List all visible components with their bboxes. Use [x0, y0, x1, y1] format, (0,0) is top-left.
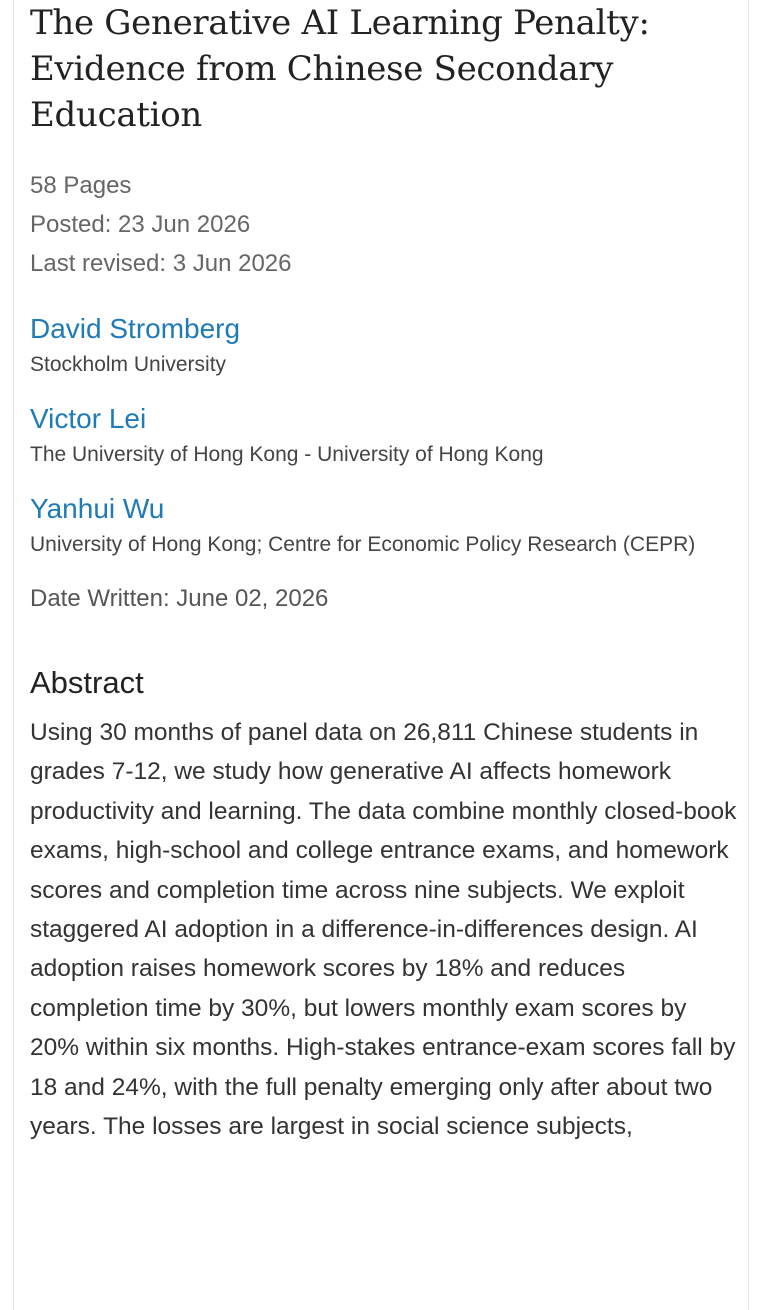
- page-count: 58 Pages: [30, 172, 132, 199]
- author-link[interactable]: Victor Lei: [30, 403, 147, 434]
- paper-content: [30, 0, 740, 1146]
- author-link[interactable]: David Stromberg: [30, 313, 241, 344]
- author-entry: [30, 311, 740, 383]
- author-affiliation: Stockholm University: [30, 353, 227, 376]
- author-link[interactable]: Yanhui Wu: [30, 493, 165, 524]
- author-affiliation: The University of Hong Kong - University of Hong Kong: [30, 443, 544, 466]
- posted-date: Posted: 23 Jun 2026: [30, 211, 251, 238]
- abstract-heading: Abstract: [30, 665, 144, 700]
- paper-title: The Generative AI Learning Penalty: Evidence from Chinese Secondary Education: [30, 3, 650, 135]
- paper-card: [13, 0, 749, 1310]
- last-revised-date: Last revised: 3 Jun 2026: [30, 250, 292, 277]
- author-affiliation: University of Hong Kong; Centre for Economic Policy Research (CEPR): [30, 533, 696, 556]
- abstract-text: Using 30 months of panel data on 26,811 Chinese students in grades 7-12, we study how generative AI affects homework productivity and learning. The data combine monthly closed-book exams, high-school and college entrance exams, and homework scores and completion time across nine subjects. We exploit staggered AI adoption in a difference-in-differences design. AI adoption raises homework scores by 18% and reduces completion time by 30%, but lowers monthly exam scores by 20% within six months. High-stakes entrance-exam scores fall by 18 and 24%, with the full penalty emerging only after about two years. The losses are largest in social science subjects,: [30, 719, 737, 1141]
- author-entry: [30, 401, 740, 473]
- author-entry: [30, 491, 740, 563]
- paper-meta: [30, 166, 740, 283]
- author-list: [30, 311, 740, 563]
- date-written: Date Written: June 02, 2026: [30, 585, 329, 612]
